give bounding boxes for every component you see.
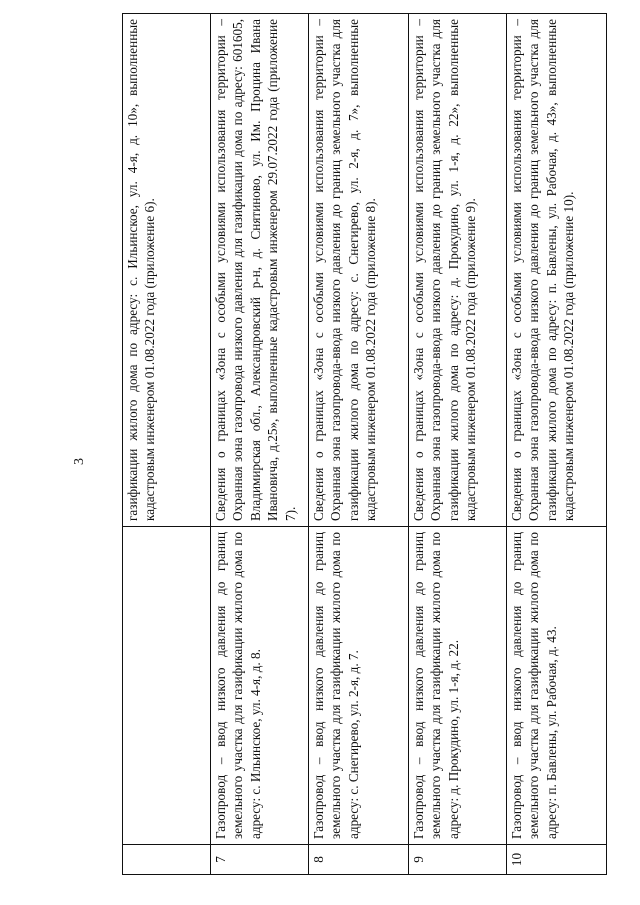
page-number: 3	[72, 458, 87, 465]
row-number: 8	[309, 845, 409, 875]
description-cell: Сведения о границах «Зона с особыми условиями использования территории – Охранная зона газопровода низкого давления для газификации дома по адресу: 601605, Владимирская обл., Александровский р-н, д. Снятиново, ул. Им. Процина Ивана Ивановича, д.25», выполненные кадастровым инженером 29.07.2022 года (приложение 7).	[211, 14, 309, 527]
object-cell: Газопровод – ввод низкого давления до границ земельного участка для газификации жилого дома по адресу: с. Снегирево, ул. 2-я, д. 7.	[309, 527, 409, 845]
table-row	[507, 14, 607, 875]
description-cell: Сведения о границах «Зона с особыми условиями использования территории – Охранная зона газопровода-ввода низкого давления до границ земельного участка для газификации жилого дома по адресу: с. Снегирево, ул. 2-я, д. 7», выполненные кадастровым инженером 01.08.2022 года (приложение 8).	[309, 14, 409, 527]
table-row	[123, 14, 211, 875]
table-row	[211, 14, 309, 875]
object-cell: Газопровод – ввод низкого давления до границ земельного участка для газификации жилого дома по адресу: с. Ильинское, ул. 4-я, д. 8.	[211, 527, 309, 845]
object-cell: Газопровод – ввод низкого давления до границ земельного участка для газификации жилого дома по адресу: д. Прокудино, ул. 1-я, д. 22.	[409, 527, 507, 845]
description-cell: Сведения о границах «Зона с особыми условиями использования территории – Охранная зона газопровода-ввода низкого давления до границ земельного участка для газификации жилого дома по адресу: д. Прокудино, ул. 1-я, д. 22», выполненные кадастровым инженером 01.08.2022 года (приложение 9).	[409, 14, 507, 527]
row-number: 7	[211, 845, 309, 875]
description-cell: Сведения о границах «Зона с особыми условиями использования территории – Охранная зона газопровода-ввода низкого давления до границ земельного участка для газификации жилого дома по адресу: п. Бавлены, ул. Рабочая, д. 43», выполненные кадастровым инженером 01.08.2022 года (приложение 10).	[507, 14, 607, 527]
row-number: 10	[507, 845, 607, 875]
object-cell	[123, 527, 211, 845]
row-number	[123, 845, 211, 875]
row-number: 9	[409, 845, 507, 875]
zones-table	[122, 13, 607, 875]
table-row	[409, 14, 507, 875]
object-cell: Газопровод – ввод низкого давления до границ земельного участка для газификации жилого дома по адресу: п. Бавлены, ул. Рабочая, д. 43.	[507, 527, 607, 845]
description-cell: газификации жилого дома по адресу: с. Ильинское, ул. 4-я, д. 10», выполненные кадастровым инженером 01.08.2022 года (приложение 6).	[123, 14, 211, 527]
table-row	[309, 14, 409, 875]
